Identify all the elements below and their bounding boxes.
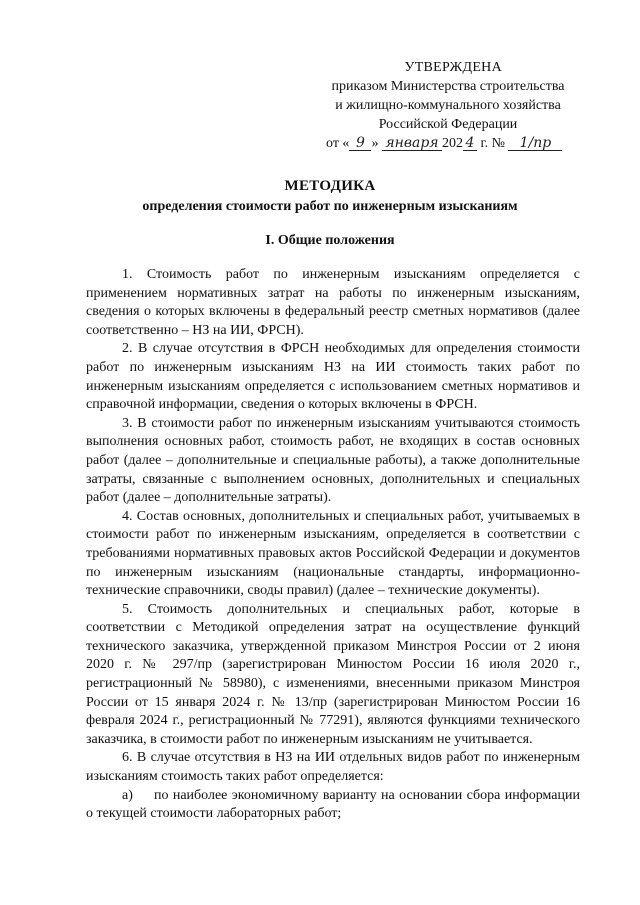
- paragraph-1: 1. Стоимость работ по инженерным изысканиям определяется с применением нормативных затрат на работы по инженерным изысканиям, сведения о которых включены в федеральный реестр сметных нормативов (далее соответственно – НЗ на ИИ, ФРСН).: [86, 267, 580, 338]
- approval-year-digit: 4: [463, 136, 477, 151]
- approval-day: 9: [349, 136, 371, 151]
- section-heading: I. Общие положения: [265, 233, 395, 248]
- approval-line-3: Российской Федерации: [378, 117, 518, 132]
- approval-word: УТВЕРЖДЕНА: [404, 60, 502, 75]
- approval-date-line: от « 9 » января 202 4 г. № 1/пр: [318, 134, 578, 153]
- approval-stamp: [318, 58, 578, 153]
- document-title: МЕТОДИКА: [284, 178, 376, 194]
- approval-line-1: приказом Министерства строительства: [331, 79, 565, 94]
- approval-month: января: [382, 136, 442, 151]
- paragraph-5: 5. Стоимость дополнительных и специальных работ, которые в соответствии с Методикой определения затрат на осуществление функций технического заказчика, утвержденной приказом Минстроя России от 2 июня 2020 г. № 297/пр (зарегистрирован Минюстом России 16 июля 2020 г., регистрационный № 58980), с изменениями, внесенными приказом Минстроя России от 15 января 2024 г. № 13/пр (зарегистрирован Минюстом России 16 февраля 2024 г., регистрационный № 77291), являются функциями технического заказчика, в стоимости работ по инженерным изысканиям не учитывается.: [86, 601, 580, 747]
- approval-line-2: и жилищно-коммунального хозяйства: [335, 98, 561, 113]
- sub-item-a: [86, 787, 580, 824]
- document-subtitle: определения стоимости работ по инженерным изысканиям: [142, 199, 518, 214]
- paragraph-3: 3. В стоимости работ по инженерным изысканиям учитываются стоимость выполнения основных работ, стоимость работ, не входящих в состав основных работ (далее – дополнительные и специальные работы), а также дополнительные затраты, связанные с выполнением основных, дополнительных и специальных работ (далее – дополнительные затраты).: [86, 415, 580, 506]
- document-body: [86, 266, 580, 824]
- approval-number: 1/пр: [508, 136, 562, 151]
- paragraph-6: 6. В случае отсутствия в НЗ на ИИ отдельных видов работ по инженерным изысканиям стоимость таких работ определяется:: [86, 750, 580, 785]
- paragraph-4: 4. Состав основных, дополнительных и специальных работ, учитываемых в стоимости работ по инженерным изысканиям, определяется в соответствии с требованиями нормативных правовых актов Российской Федерации и документов по инженерным изысканиям (национальные стандарты, информационно-технические справочники, своды правил) (далее – технические документы).: [86, 508, 580, 599]
- sub-item-label: а): [122, 787, 133, 803]
- paragraph-2: 2. В случае отсутствия в ФРСН необходимых для определения стоимости работ по инженерным изысканиям НЗ на ИИ стоимость таких работ по инженерным изысканиям определяется с использованием сметных нормативов и справочной информации, сведения о которых включены в ФРСН.: [86, 341, 580, 413]
- sub-item-text: по наиболее экономичному варианту на основании сбора информации о текущей стоимости лабораторных работ;: [86, 787, 580, 822]
